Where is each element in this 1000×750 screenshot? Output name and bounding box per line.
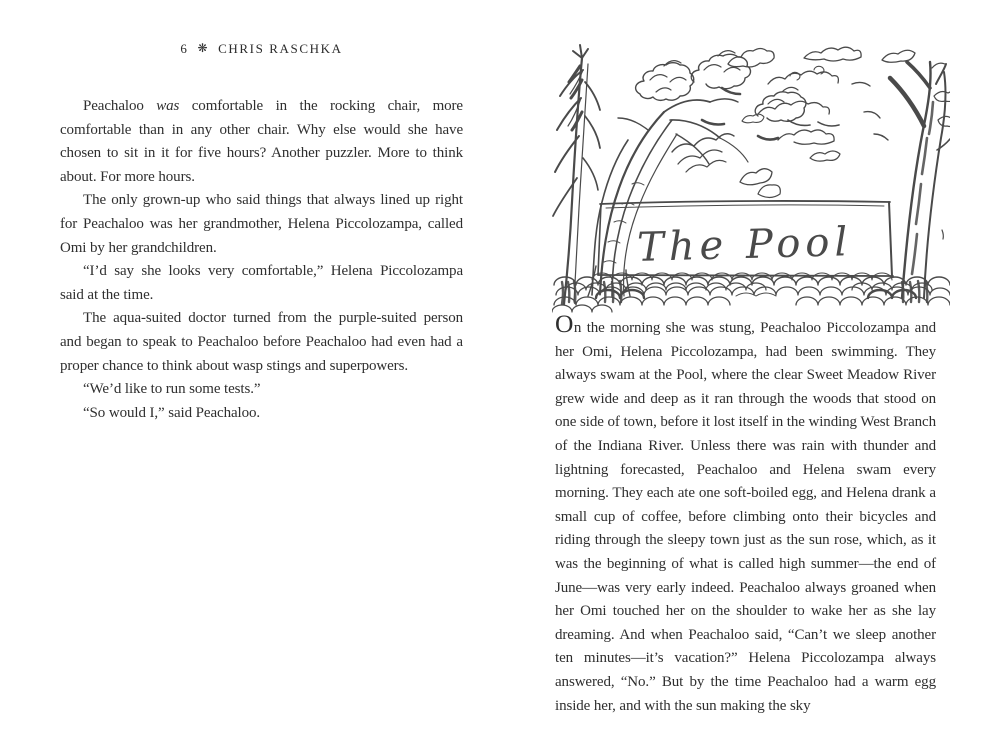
text-run: “I’d say she looks very comfortable,” Helena Piccolozampa said at the time. xyxy=(60,263,463,303)
paragraph xyxy=(555,309,936,718)
running-head xyxy=(60,41,463,57)
chapter-illustration-svg xyxy=(552,24,950,316)
chapter-title: The Pool xyxy=(636,219,853,271)
pool-sign xyxy=(598,201,893,276)
paragraph xyxy=(60,189,463,260)
asterisk-icon: ❋ xyxy=(197,41,210,55)
left-page-text xyxy=(60,95,463,425)
text-run: The aqua-suited doctor turned from the purple-suited person and began to speak to Peachaloo before Peachaloo had even had a proper chance to think about wasp stings and superpowers. xyxy=(60,310,463,374)
drop-cap: O xyxy=(555,309,574,338)
text-run: “We’d like to run some tests.” xyxy=(83,381,261,398)
paragraph xyxy=(60,378,463,402)
text-run: comfortable in the rocking chair, more comfortable than in any other chair. Why else would she have chosen to sit in it for five hours? Another puzzler. More to think about. For more hours. xyxy=(60,98,463,185)
paragraph xyxy=(60,260,463,307)
chapter-illustration xyxy=(552,24,950,316)
paragraph xyxy=(60,402,463,426)
paragraph xyxy=(60,307,463,378)
author-name: CHRIS RASCHKA xyxy=(218,41,343,56)
right-page-text xyxy=(555,309,936,718)
text-run: n the morning she was stung, Peachaloo Piccolozampa and her Omi, Helena Piccolozampa, had been swimming. They always swam at the Pool, where the clear Sweet Meadow River grew wide and deep as it ran through the woods that stood on one side of town, before it lost itself in the winding West Branch of the Indiana River. Unless there was rain with thunder and lightning forecasted, Peachaloo and Helena swam every morning. They each ate one soft-boiled egg, and Helena drank a small cup of coffee, before climbing onto their bicycles and riding through the sleepy town just as the sun rose, which, as it was the beginning of what is called high summer—the end of June—was very early indeed. Peachaloo always groaned when her Omi touched her on the shoulder to wake her as she lay dreaming. And when Peachaloo said, “Can’t we sleep another ten minutes—it’s vacation?” Helena Piccolozampa always answered, “No.” But by the time Peachaloo had a warm egg inside her, and with the sun making the sky xyxy=(555,320,936,714)
text-run: The only grown-up who said things that always lined up right for Peachaloo was her grandmother, Helena Piccolozampa, called Omi by her grandchildren. xyxy=(60,192,463,256)
text-run: Peachaloo xyxy=(83,98,157,114)
text-run: was xyxy=(156,98,180,114)
page-number: 6 xyxy=(180,41,189,56)
text-run: “So would I,” said Peachaloo. xyxy=(83,404,261,421)
paragraph xyxy=(60,95,463,189)
